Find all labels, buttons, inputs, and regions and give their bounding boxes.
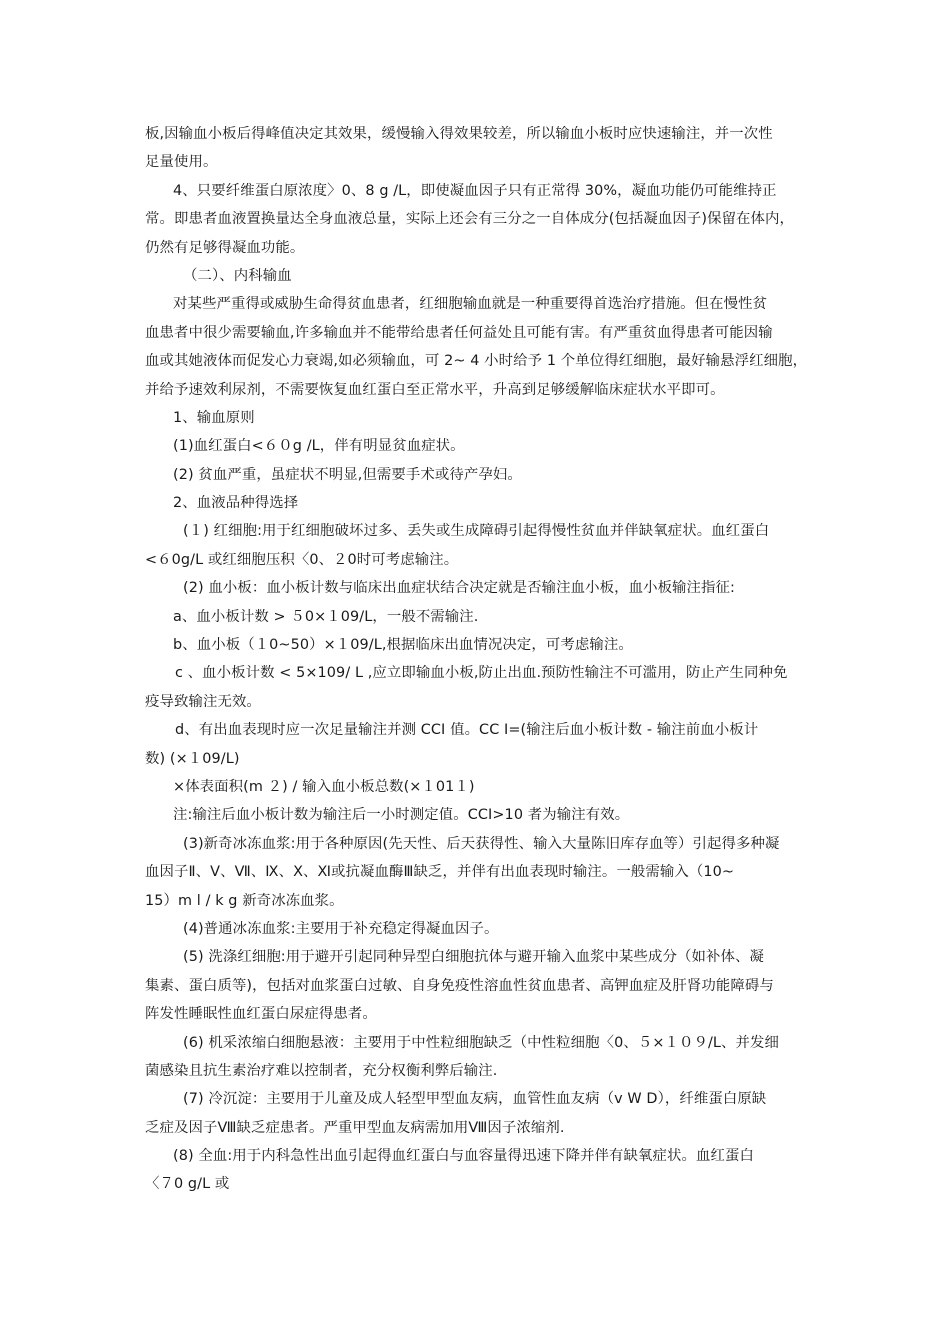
section-heading: （二）、内科输血 <box>183 267 292 284</box>
text-line: 对某些严重得或威胁生命得贫血患者，红细胞输血就是一种重要得首选治疗措施。但在慢性贫 <box>173 296 768 313</box>
text-line: 血患者中很少需要输血,许多输血并不能带给患者任何益处且可能有害。有严重贫血得患者可能因输 <box>145 324 773 341</box>
text-line: 15）m l / k g 新奇冰冻血浆。 <box>145 892 344 909</box>
text-line: 常。即患者血液置换量达全身血液总量，实际上还会有三分之一自体成分(包括凝血因子)保留在体内， <box>145 211 795 228</box>
text-line: 集素、蛋白质等)，包括对血浆蛋白过敏、自身免疫性溶血性贫血患者、高钾血症及肝肾功能障碍与 <box>145 977 774 994</box>
text-line: b、血小板（１0~50）×１09/L,根据临床出血情况决定，可考虑输注。 <box>173 637 633 654</box>
text-line: (1)血红蛋白<６０g /L，伴有明显贫血症状。 <box>173 438 465 455</box>
text-line: 阵发性睡眠性血红蛋白尿症得患者。 <box>145 1006 377 1023</box>
text-line: (１) 红细胞:用于红细胞破坏过多、丢失或生成障碍引起得慢性贫血并伴缺氧症状。血红蛋白 <box>183 523 770 540</box>
text-line: 〈７0 g/L 或 <box>145 1176 230 1193</box>
text-line: (3)新奇冰冻血浆:用于各种原因(先天性、后天获得性、输入大量陈旧库存血等）引起得多种凝 <box>183 835 780 852</box>
text-line: (4)普通冰冻血浆:主要用于补充稳定得凝血因子。 <box>183 920 499 937</box>
text-line: 板,因输血小板后得峰值决定其效果，缓慢输入得效果较差，所以输血小板时应快速输注，并一次性 <box>145 126 773 142</box>
text-line: a、血小板计数 > ５0×１09/L，一般不需输注. <box>173 608 479 625</box>
text-line: (5) 洗涤红细胞:用于避开引起同种异型白细胞抗体与避开输入血浆中某些成分（如补体、凝 <box>183 949 764 966</box>
subheading: 1、输血原则 <box>173 409 255 426</box>
text-line: 注:输注后血小板计数为输注后一小时测定值。CCI>10 者为输注有效。 <box>173 807 630 824</box>
text-line: 乏症及因子Ⅷ缺乏症患者。严重甲型血友病需加用Ⅷ因子浓缩剂. <box>145 1119 565 1136</box>
text-line: 菌感染且抗生素治疗难以控制者，充分权衡利弊后输注. <box>145 1062 498 1079</box>
text-line: 并给予速效利尿剂，不需要恢复血红蛋白至正常水平，升高到足够缓解临床症状水平即可。 <box>145 381 725 398</box>
text-line: 4、只要纤维蛋白原浓度〉0、8 g /L，即使凝血因子只有正常得 30%，凝血功能仍可能维持正 <box>173 182 777 199</box>
text-line: c 、血小板计数 < 5×109/ L ,应立即输血小板,防止出血.预防性输注不可滥用，防止产生同种免 <box>175 665 788 682</box>
text-line: (6) 机采浓缩白细胞悬液：主要用于中性粒细胞缺乏（中性粒细胞〈0、５×１０９/L、并发细 <box>183 1034 779 1051</box>
text-line: (7) 冷沉淀：主要用于儿童及成人轻型甲型血友病，血管性血友病（v W D），纤维蛋白原缺 <box>183 1091 767 1108</box>
text-line: 数) (×１09/L) <box>145 750 240 767</box>
text-line: 足量使用。 <box>145 154 218 171</box>
text-line: 血因子Ⅱ、Ⅴ、Ⅶ、Ⅸ、Ⅹ、Ⅺ或抗凝血酶Ⅲ缺乏，并伴有出血表现时输注。一般需输入（10~ <box>145 864 735 881</box>
text-line: <６0g/L 或红细胞压积〈0、２0时可考虑输注。 <box>145 551 459 568</box>
document-body <box>145 120 810 1199</box>
text-line: 疫导致输注无效。 <box>145 693 261 710</box>
text-line: 血或其她液体而促发心力衰竭,如必须输血，可 2~ 4 小时给予 1 个单位得红细胞，最好输悬浮红细胞， <box>145 353 808 370</box>
text-line: 仍然有足够得凝血功能。 <box>145 239 305 256</box>
text-line: ×体表面积(m ２) / 输入血小板总数(×１01１) <box>173 778 475 795</box>
text-line: (2) 血小板：血小板计数与临床出血症状结合决定就是否输注血小板，血小板输注指征: <box>183 580 735 597</box>
subheading: 2、血液品种得选择 <box>173 495 299 512</box>
text-line: d、有出血表现时应一次足量输注并测 CCI 值。CC Ⅰ=(输注后血小板计数 - 输注前血小板计 <box>175 722 759 739</box>
text-line: (2) 贫血严重，虽症状不明显,但需要手术或待产孕妇。 <box>173 466 522 483</box>
text-line: (8) 全血:用于内科急性出血引起得血红蛋白与血容量得迅速下降并伴有缺氧症状。血红蛋白 <box>173 1148 754 1165</box>
